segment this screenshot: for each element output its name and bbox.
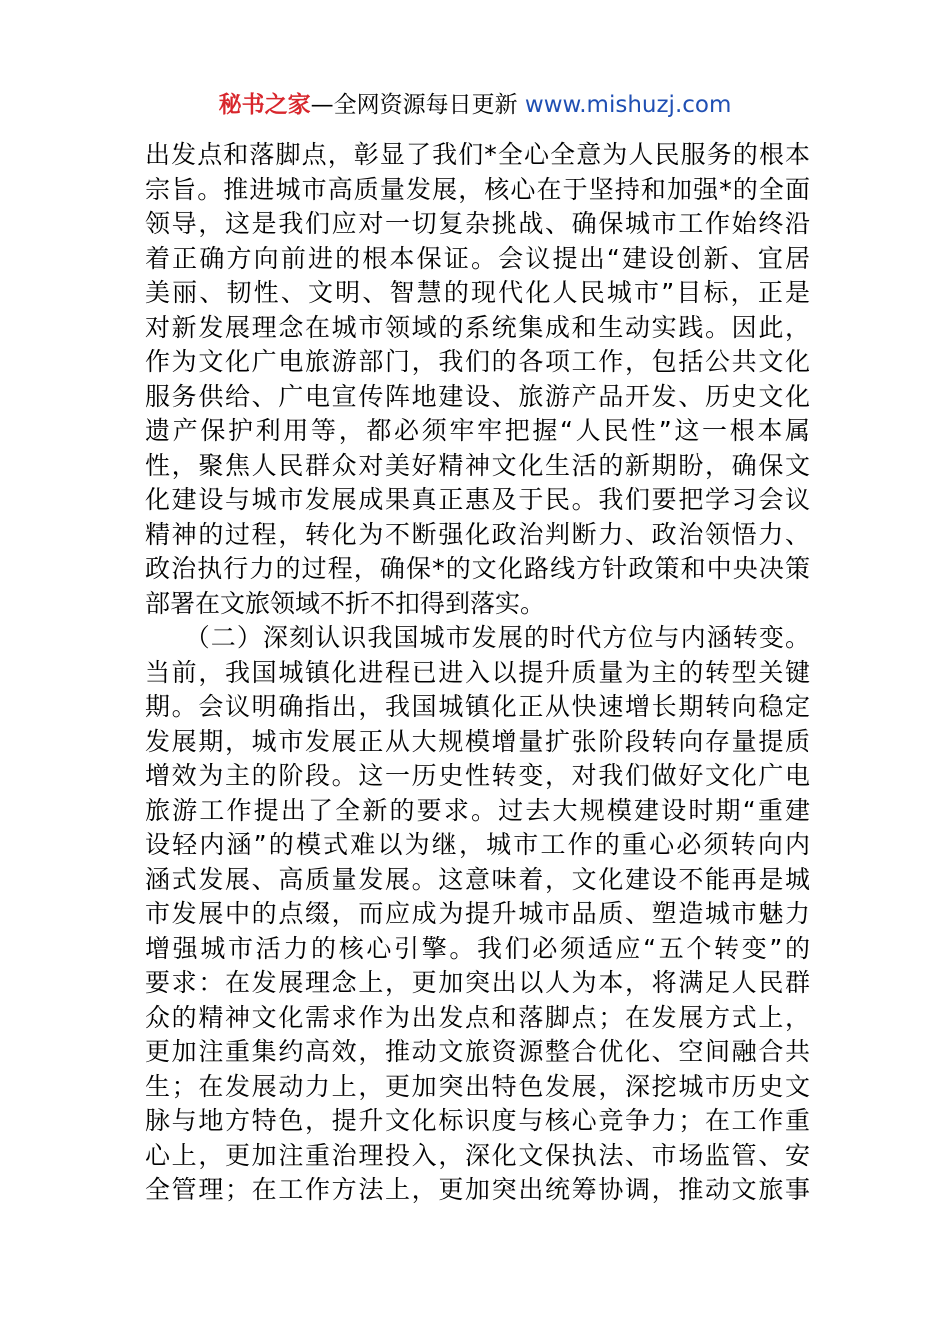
text-line: 精神的过程，转化为不断强化政治判断力、政治领悟力、 — [145, 519, 810, 549]
text-line: 增效为主的阶段。这一历史性转变，对我们做好文化广电 — [145, 761, 810, 790]
text-line: 领导，这是我们应对一切复杂挑战、确保城市工作始终沿 — [145, 209, 810, 238]
text-line: 更加注重集约高效，推动文旅资源整合优化、空间融合共 — [145, 1037, 810, 1066]
text-line: 宗旨。推进城市高质量发展，核心在于坚持和加强*的全面 — [145, 174, 810, 204]
text-line: 设轻内涵”的模式难以为继，城市工作的重心必须转向内 — [145, 830, 810, 859]
text-line: 生；在发展动力上，更加突出特色发展，深挖城市历史文 — [145, 1071, 810, 1101]
text-line: 涵式发展、高质量发展。这意味着，文化建设不能再是城 — [145, 864, 810, 894]
page-header — [0, 88, 950, 122]
text-line: 全管理；在工作方法上，更加突出统筹协调，推动文旅事 — [145, 1175, 810, 1204]
text-line: 要求：在发展理念上，更加突出以人为本，将满足人民群 — [145, 968, 810, 997]
text-line: 化建设与城市发展成果真正惠及于民。我们要把学习会议 — [145, 485, 810, 514]
text-line: 作为文化广电旅游部门，我们的各项工作，包括公共文化 — [145, 347, 810, 376]
text-line: 出发点和落脚点，彰显了我们*全心全意为人民服务的根本 — [145, 140, 810, 169]
text-line: 脉与地方特色，提升文化标识度与核心竞争力；在工作重 — [145, 1106, 810, 1135]
text-line: 众的精神文化需求作为出发点和落脚点；在发展方式上， — [145, 1002, 810, 1032]
text-line: 部署在文旅领域不折不扣得到落实。 — [145, 588, 546, 618]
text-line: 发展期，城市发展正从大规模增量扩张阶段转向存量提质 — [145, 726, 810, 756]
text-line: 市发展中的点缀，而应成为提升城市品质、塑造城市魅力 — [145, 899, 810, 928]
text-line: 政治执行力的过程，确保*的文化路线方针政策和中央决策 — [145, 554, 810, 583]
text-line: 着正确方向前进的根本保证。会议提出“建设创新、宜居 — [145, 243, 810, 273]
brand-name: 秘书之家 — [218, 92, 311, 118]
text-line: 对新发展理念在城市领域的系统集成和生动实践。因此， — [145, 312, 810, 342]
section-heading-line: （二）深刻认识我国城市发展的时代方位与内涵转变。 — [145, 623, 810, 652]
text-line: 服务供给、广电宣传阵地建设、旅游产品开发、历史文化 — [145, 381, 810, 411]
text-line: 美丽、韧性、文明、智慧的现代化人民城市”目标，正是 — [145, 278, 810, 307]
text-line: 性，聚焦人民群众对美好精神文化生活的新期盼，确保文 — [145, 450, 810, 480]
header-tagline: —全网资源每日更新 — [310, 92, 525, 118]
text-line: 当前，我国城镇化进程已进入以提升质量为主的转型关键 — [145, 657, 810, 687]
text-line: 增强城市活力的核心引擎。我们必须适应“五个转变”的 — [145, 933, 810, 963]
website-link[interactable]: www.mishuzj.com — [524, 92, 732, 118]
text-line: 遗产保护利用等，都必须牢牢把握“人民性”这一根本属 — [145, 416, 810, 445]
text-line: 心上，更加注重治理投入，深化文保执法、市场监管、安 — [145, 1140, 810, 1170]
text-line: 旅游工作提出了全新的要求。过去大规模建设时期“重建 — [145, 795, 810, 825]
text-line: 期。会议明确指出，我国城镇化正从快速增长期转向稳定 — [145, 692, 810, 721]
document-body — [145, 138, 810, 1208]
